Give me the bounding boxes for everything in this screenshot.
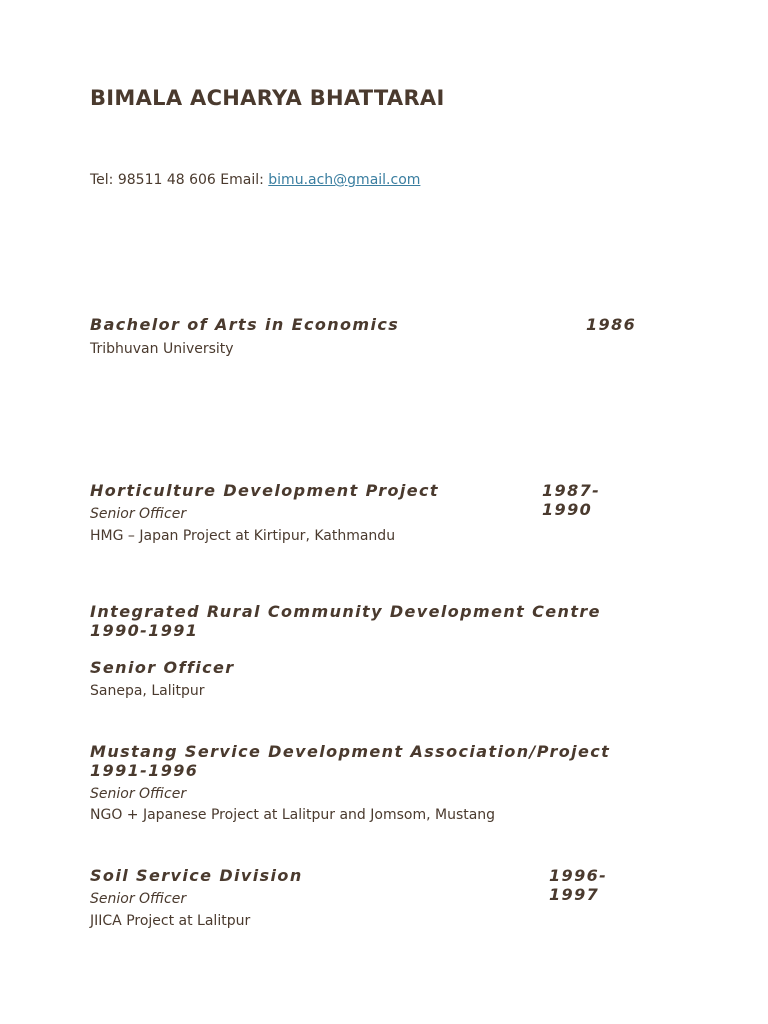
- email-link[interactable]: bimu.ach@gmail.com: [268, 172, 421, 188]
- experience-title-2: Integrated Rural Community Development Centre 1990-1991: [90, 602, 601, 640]
- education-year: 1986: [586, 315, 637, 334]
- experience-detail-1: HMG – Japan Project at Kirtipur, Kathmandu: [90, 528, 396, 544]
- experience-detail-2: Sanepa, Lalitpur: [90, 683, 205, 699]
- resume-name: BIMALA ACHARYA BHATTARAI: [90, 86, 445, 110]
- contact-line: [90, 172, 420, 188]
- experience-role-2: Senior Officer: [90, 658, 235, 677]
- experience-role-3: Senior Officer: [90, 786, 187, 802]
- education-degree-title: [90, 315, 637, 334]
- experience-years-1: 1987-1990: [542, 481, 601, 519]
- experience-role-4: Senior Officer: [90, 891, 187, 907]
- experience-years-4: 1996-1997: [549, 866, 608, 904]
- experience-org-1: Horticulture Development Project: [90, 481, 439, 500]
- experience-detail-3: NGO + Japanese Project at Lalitpur and Jomsom, Mustang: [90, 807, 496, 823]
- education-degree: Bachelor of Arts in Economics: [90, 315, 400, 334]
- experience-detail-4: JIICA Project at Lalitpur: [90, 913, 251, 929]
- education-institution: Tribhuvan University: [90, 341, 234, 357]
- experience-org-4: Soil Service Division: [90, 866, 303, 885]
- experience-title-3: Mustang Service Development Association/Project 1991-1996: [90, 742, 611, 780]
- experience-role-1: Senior Officer: [90, 506, 187, 522]
- contact-tel-label: Tel: 98511 48 606 Email:: [90, 172, 269, 188]
